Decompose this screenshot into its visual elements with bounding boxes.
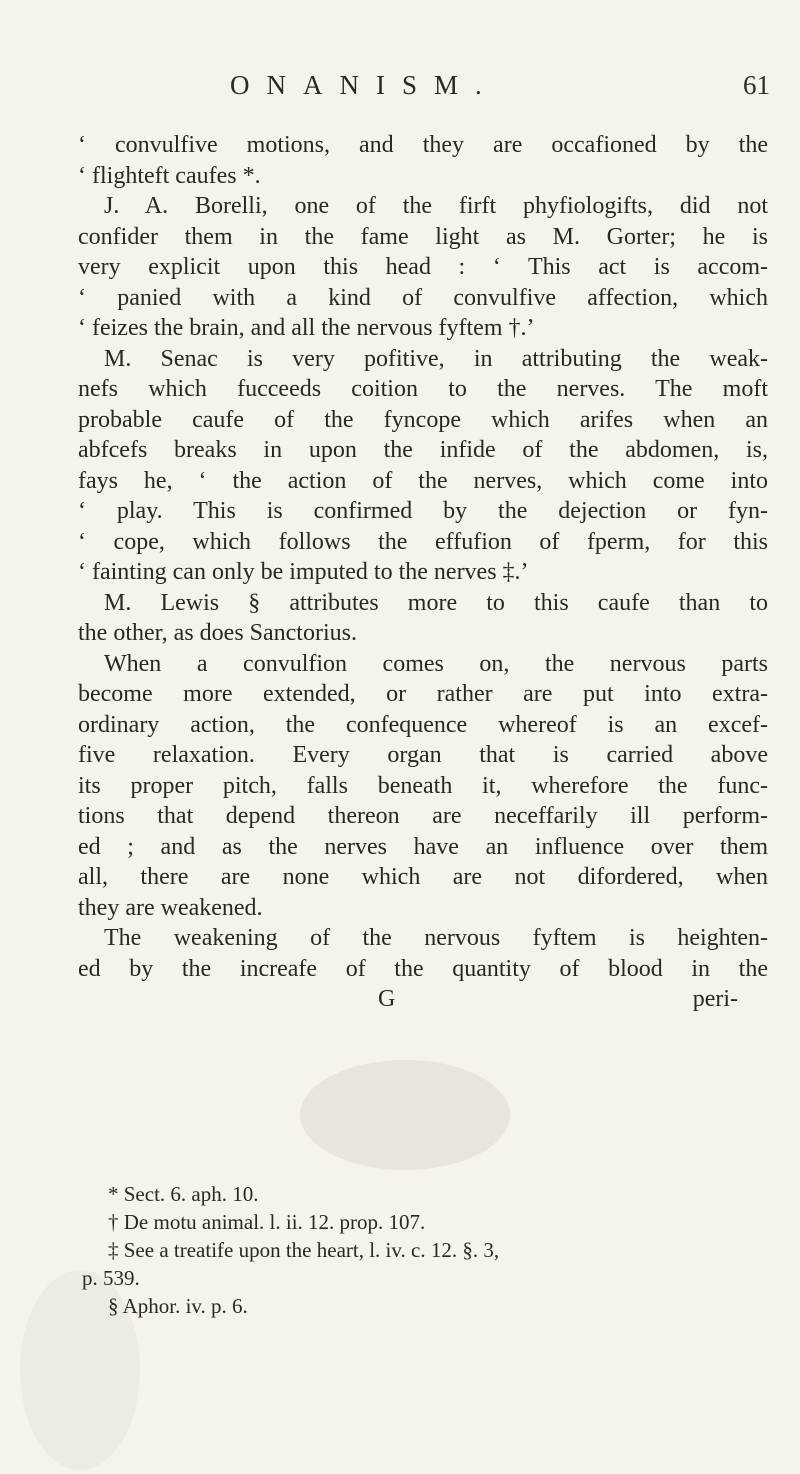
page-number: 61 [743,70,770,100]
text-line: confider them in the fame light as M. Gorter; he is [78,223,768,250]
running-head [230,70,770,110]
footnote: † De motu animal. l. ii. 12. prop. 107. [108,1210,426,1234]
text-line: they are weakened. [78,894,263,921]
text-line: ‘ play. This is confirmed by the dejection or fyn- [78,498,768,524]
text-line: ‘ panied with a kind of convulfive affection, which [78,284,768,311]
text-line: ordinary action, the confequence whereof is an excef- [78,711,768,738]
text-line: When a convulfion comes on, the nervous parts [104,650,768,677]
text-line: ‘ fainting can only be imputed to the nerves ‡.’ [78,559,529,585]
text-line: become more extended, or rather are put into extra- [78,681,768,707]
body-text [78,130,768,1015]
text-line: nefs which fucceeds coition to the nerves. The moft [78,376,768,402]
text-line: J. A. Borelli, one of the firft phyfiologifts, did not [104,193,768,219]
text-line: ‘ flighteft caufes *. [78,162,261,189]
text-line: the other, as does Sanctorius. [78,620,357,646]
footnote-continuation: p. 539. [82,1266,140,1290]
footnote: ‡ See a treatife upon the heart, l. iv. c. 12. §. 3, [108,1238,500,1262]
text-line: tions that depend thereon are neceffarily ill perform- [78,803,768,829]
text-line: probable caufe of the fyncope which arifes when an [78,406,768,433]
text-line: M. Lewis § attributes more to this caufe than to [104,589,768,616]
text-line: The weakening of the nervous fyftem is heighten- [104,925,768,951]
text-line: fays he, ‘ the action of the nerves, which come into [78,467,768,494]
text-line: five relaxation. Every organ that is carried above [78,742,768,768]
text-line: ‘ cope, which follows the effufion of fperm, for this [78,528,768,555]
text-line: ed ; and as the nerves have an influence over them [78,833,768,860]
footnotes [82,1180,768,1320]
paper-stain [300,1060,510,1170]
text-line: its proper pitch, falls beneath it, wherefore the func- [78,772,768,799]
signature-mark: G [378,986,396,1012]
running-title: ONANISM. [230,70,499,100]
footnote: * Sect. 6. aph. 10. [108,1182,259,1206]
footnote: § Aphor. iv. p. 6. [108,1294,248,1318]
catchword: peri- [692,986,738,1012]
text-line: ‘ feizes the brain, and all the nervous fyftem †.’ [78,315,535,341]
text-line: M. Senac is very pofitive, in attributing the weak- [104,345,768,372]
text-line: abfcefs breaks in upon the infide of the abdomen, is, [78,437,768,463]
text-line: very explicit upon this head : ‘ This act is accom- [78,254,768,280]
signature-line [78,984,768,1015]
text-line: ‘ convulfive motions, and they are occafioned by the [78,132,768,158]
text-line: ed by the increafe of the quantity of blood in the [78,955,768,982]
text-line: all, there are none which are not difordered, when [78,864,768,890]
